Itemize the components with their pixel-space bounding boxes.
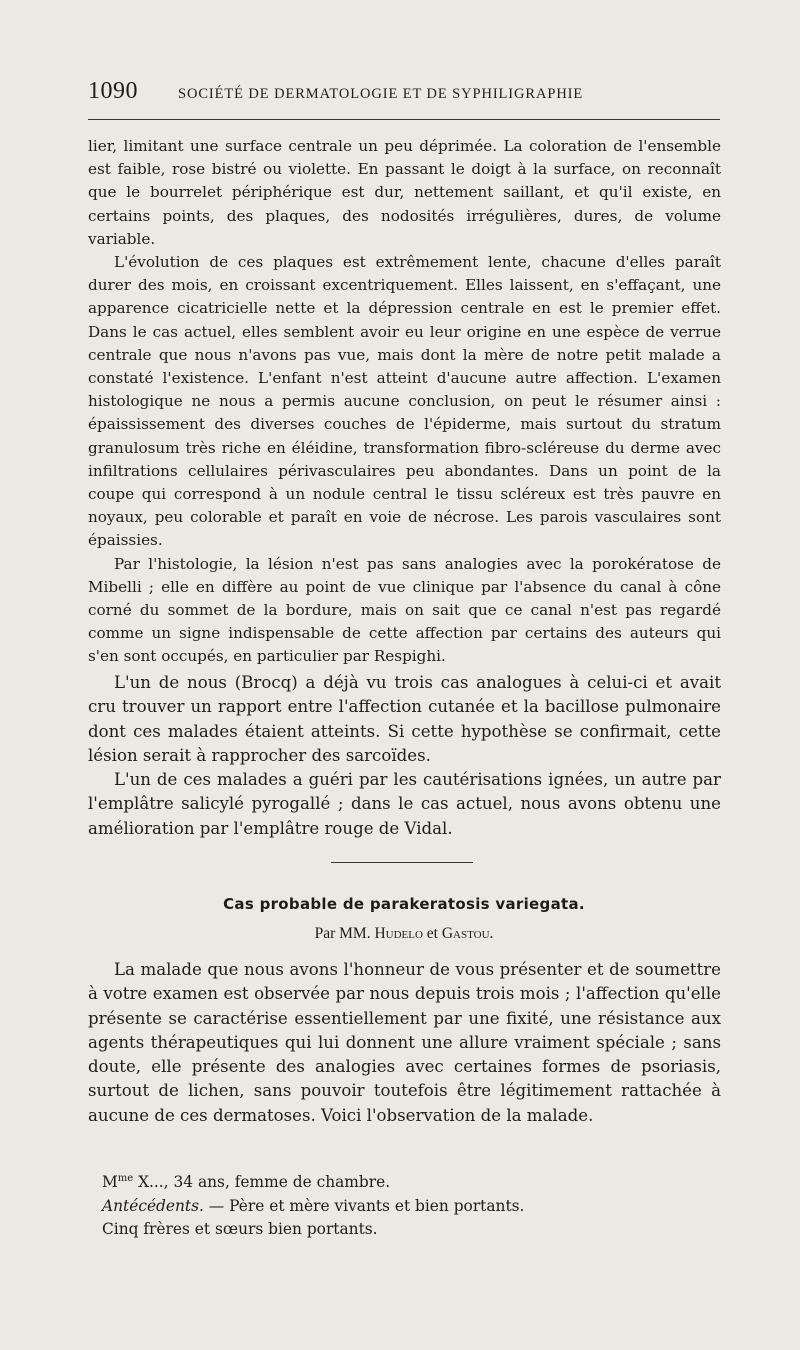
authors-conjunction: et — [426, 925, 438, 942]
paragraph: lier, limitant une surface centrale un peu déprimée. La coloration de l'ensemble est faible, rose bistré ou violette. En passant le doigt à la surface, on reconnaît que le bourrelet périphérique est dur, nettement saillant, et qu'il existe, en certains points, des plaques, des nodosités irrégulières, dures, de volume variable. — [88, 137, 721, 248]
case-introduction — [88, 958, 721, 1128]
paragraph: L'un de ces malades a guéri par les cautérisations ignées, un autre par l'emplâtre salicylé pyrogallé ; dans le cas actuel, nous avons obtenu une amélioration par l'emplâtre rouge de Vidal. — [88, 770, 721, 838]
paragraph: L'évolution de ces plaques est extrêmement lente, chacune d'elles paraît durer des mois, en croissant excentriquement. Elles laissent, en s'effaçant, une apparence cicatricielle nette et la dépression centrale en est le premier effet. Dans le cas actuel, elles semblent avoir eu leur origine en une espèce de verrue centrale que nous n'avons pas vue, mais dont la mère de notre petit malade a constaté l'existence. L'enfant n'est atteint d'aucune autre affection. L'examen histologique ne nous a permis aucune conclusion, on peut le résumer ainsi : épaississement des diverses couches de l'épiderme, mais surtout du stratum granulosum très riche en éléidine, transformation fibro-scléreuse du derme avec infiltrations cellulaires périvasculaires peu abondantes. Dans un point de la coupe qui correspond à un nodule central le tissu scléreux est très pauvre en noyaux, peu colorable et paraît en voie de nécrose. Les parois vasculaires sont épaissies. — [88, 253, 721, 550]
page-number: 1090 — [88, 78, 138, 104]
authors-prefix: Par MM. — [314, 925, 371, 942]
authors-line — [88, 925, 720, 943]
patient-line: $M^{me}$ X..., 34 ans, femme de chambre. — [102, 1173, 391, 1192]
running-header — [88, 78, 720, 105]
conclusion-text — [88, 671, 721, 841]
section-title: Cas probable de parakeratosis variegata. — [223, 895, 585, 913]
paragraph: La malade que nous avons l'honneur de vous présenter et de soumettre à votre examen est observée par nous depuis trois mois ; l'affection qu'elle présente se caractérise essentiellement par une fixité, une résistance aux agents thérapeutiques qui lui donnent une allure vraiment spéciale ; sans doute, elle présente des analogies avec certaines formes de psoriasis, surtout de lichen, sans pouvoir toutefois être légitimement rattachée à aucune de ces dermatoses. Voici l'observation de la malade. — [88, 960, 721, 1125]
antecedents-line: Antécédents. — Père et mère vivants et bien portants. — [102, 1196, 525, 1215]
observation-notes — [88, 1167, 721, 1242]
case-discussion-text — [88, 135, 721, 669]
author-name: Gastou. — [441, 925, 494, 942]
paragraph: Par l'histologie, la lésion n'est pas sans analogies avec la porokératose de Mibelli ; elle en diffère au point de vue clinique par l'absence du canal à cône corné du sommet de la bordure, mais on sait que ce canal n'est pas regardé comme un signe indispensable de cette affection par certains des auteurs qui s'en sont occupés, en particulier par Respighi. — [88, 554, 721, 666]
author-name: Hudelo — [374, 925, 423, 942]
section-divider — [331, 862, 473, 863]
header-rule — [88, 119, 720, 120]
siblings-line: Cinq frères et sœurs bien portants. — [102, 1220, 378, 1239]
running-title: SOCIÉTÉ DE DERMATOLOGIE ET DE SYPHILIGRAPHIE — [178, 86, 584, 102]
paragraph: L'un de nous (Brocq) a déjà vu trois cas analogues à celui-ci et avait cru trouver un rapport entre l'affection cutanée et la bacillose pulmonaire dont ces malades étaient atteints. Si cette hypothèse se confirmait, cette lésion serait à rapprocher des sarcoïdes. — [88, 673, 721, 765]
